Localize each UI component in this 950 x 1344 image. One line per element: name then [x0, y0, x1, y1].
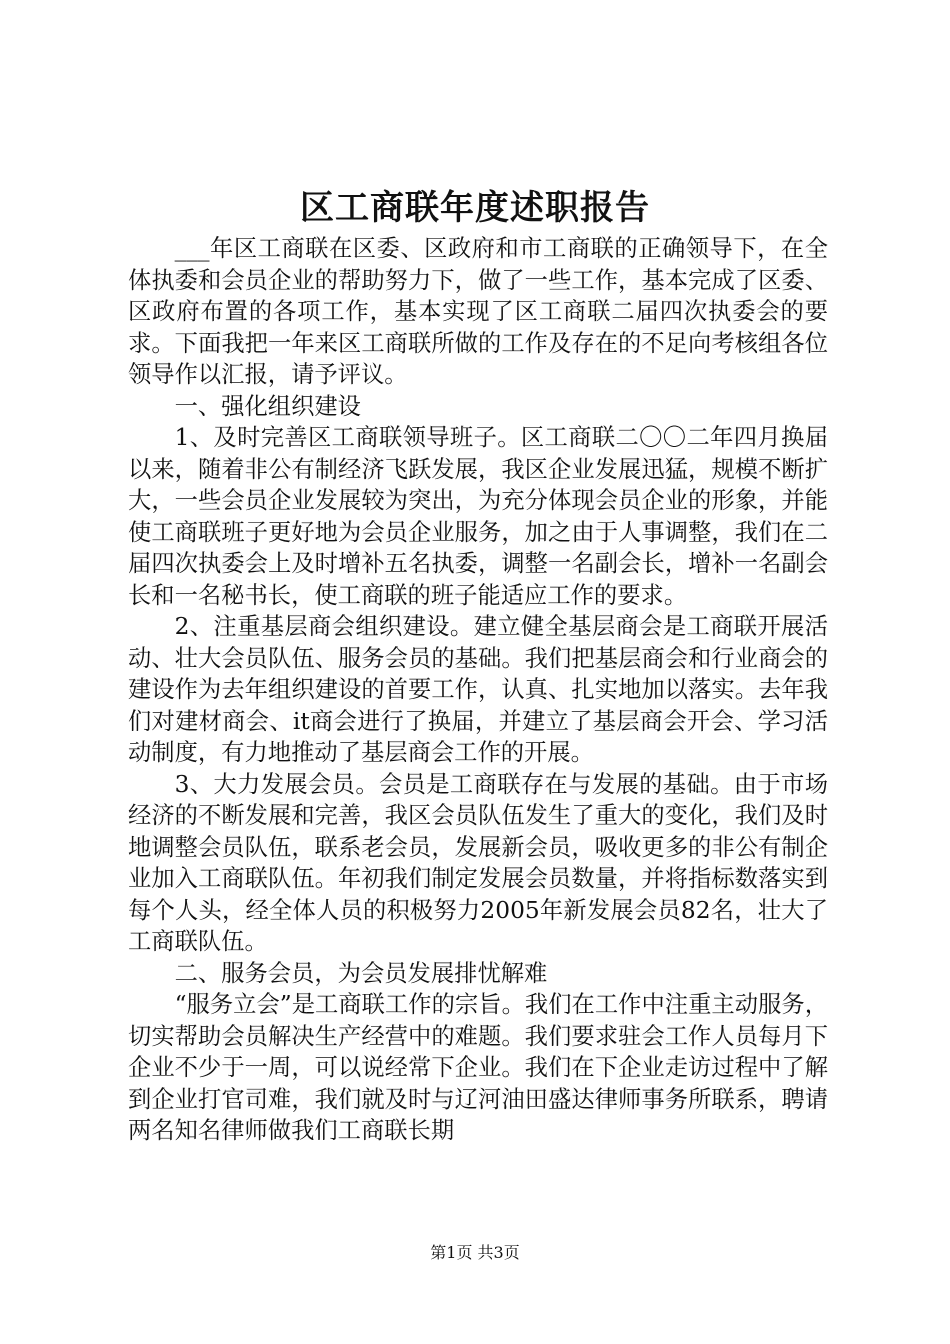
document-title: 区工商联年度述职报告: [300, 188, 650, 228]
paragraph: 3、大力发展会员。会员是工商联存在与发展的基础。由于市场经济的不断发展和完善，我区会员队伍发生了重大的变化，我们及时地调整会员队伍，联系老会员，发展新会员，吸收更多的非公有制企业加入工商联队伍。年初我们制定发展会员数量，并将指标数落实到每个人头，经全体人员的积极努力2005年新发展会员82名，壮大了工商联队伍。: [128, 770, 828, 955]
document-body: [128, 233, 828, 1147]
section-heading: 二、服务会员，为会员发展排忧解难: [174, 959, 548, 987]
paragraph: ___年区工商联在区委、区政府和市工商联的正确领导下，在全体执委和会员企业的帮助努力下，做了一些工作，基本完成了区委、区政府布置的各项工作，基本实现了区工商联二届四次执委会的要求。下面我把一年来区工商联所做的工作及存在的不足向考核组各位领导作以汇报，请予评议。: [128, 235, 828, 388]
paragraph: “服务立会”是工商联工作的宗旨。我们在工作中注重主动服务，切实帮助会员解决生产经营中的难题。我们要求驻会工作人员每月下企业不少于一周，可以说经常下企业。我们在下企业走访过程中了解到企业打官司难，我们就及时与辽河油田盛达律师事务所联系，聘请两名知名律师做我们工商联长期: [128, 991, 828, 1144]
paragraph: 1、及时完善区工商联领导班子。区工商联二〇〇二年四月换届以来，随着非公有制经济飞跃发展，我区企业发展迅猛，规模不断扩大，一些会员企业发展较为突出，为充分体现会员企业的形象，并能使工商联班子更好地为会员企业服务，加之由于人事调整，我们在二届四次执委会上及时增补五名执委，调整一名副会长，增补一名副会长和一名秘书长，使工商联的班子能适应工作的要求。: [128, 424, 828, 609]
section-heading: 一、强化组织建设: [174, 392, 361, 420]
paragraph: 2、注重基层商会组织建设。建立健全基层商会是工商联开展活动、壮大会员队伍、服务会员的基础。我们把基层商会和行业商会的建设作为去年组织建设的首要工作，认真、扎实地加以落实。去年我们对建材商会、it商会进行了换届，并建立了基层商会开会、学习活动制度，有力地推动了基层商会工作的开展。: [128, 613, 828, 766]
page-footer: 第1页 共3页: [430, 1243, 520, 1262]
